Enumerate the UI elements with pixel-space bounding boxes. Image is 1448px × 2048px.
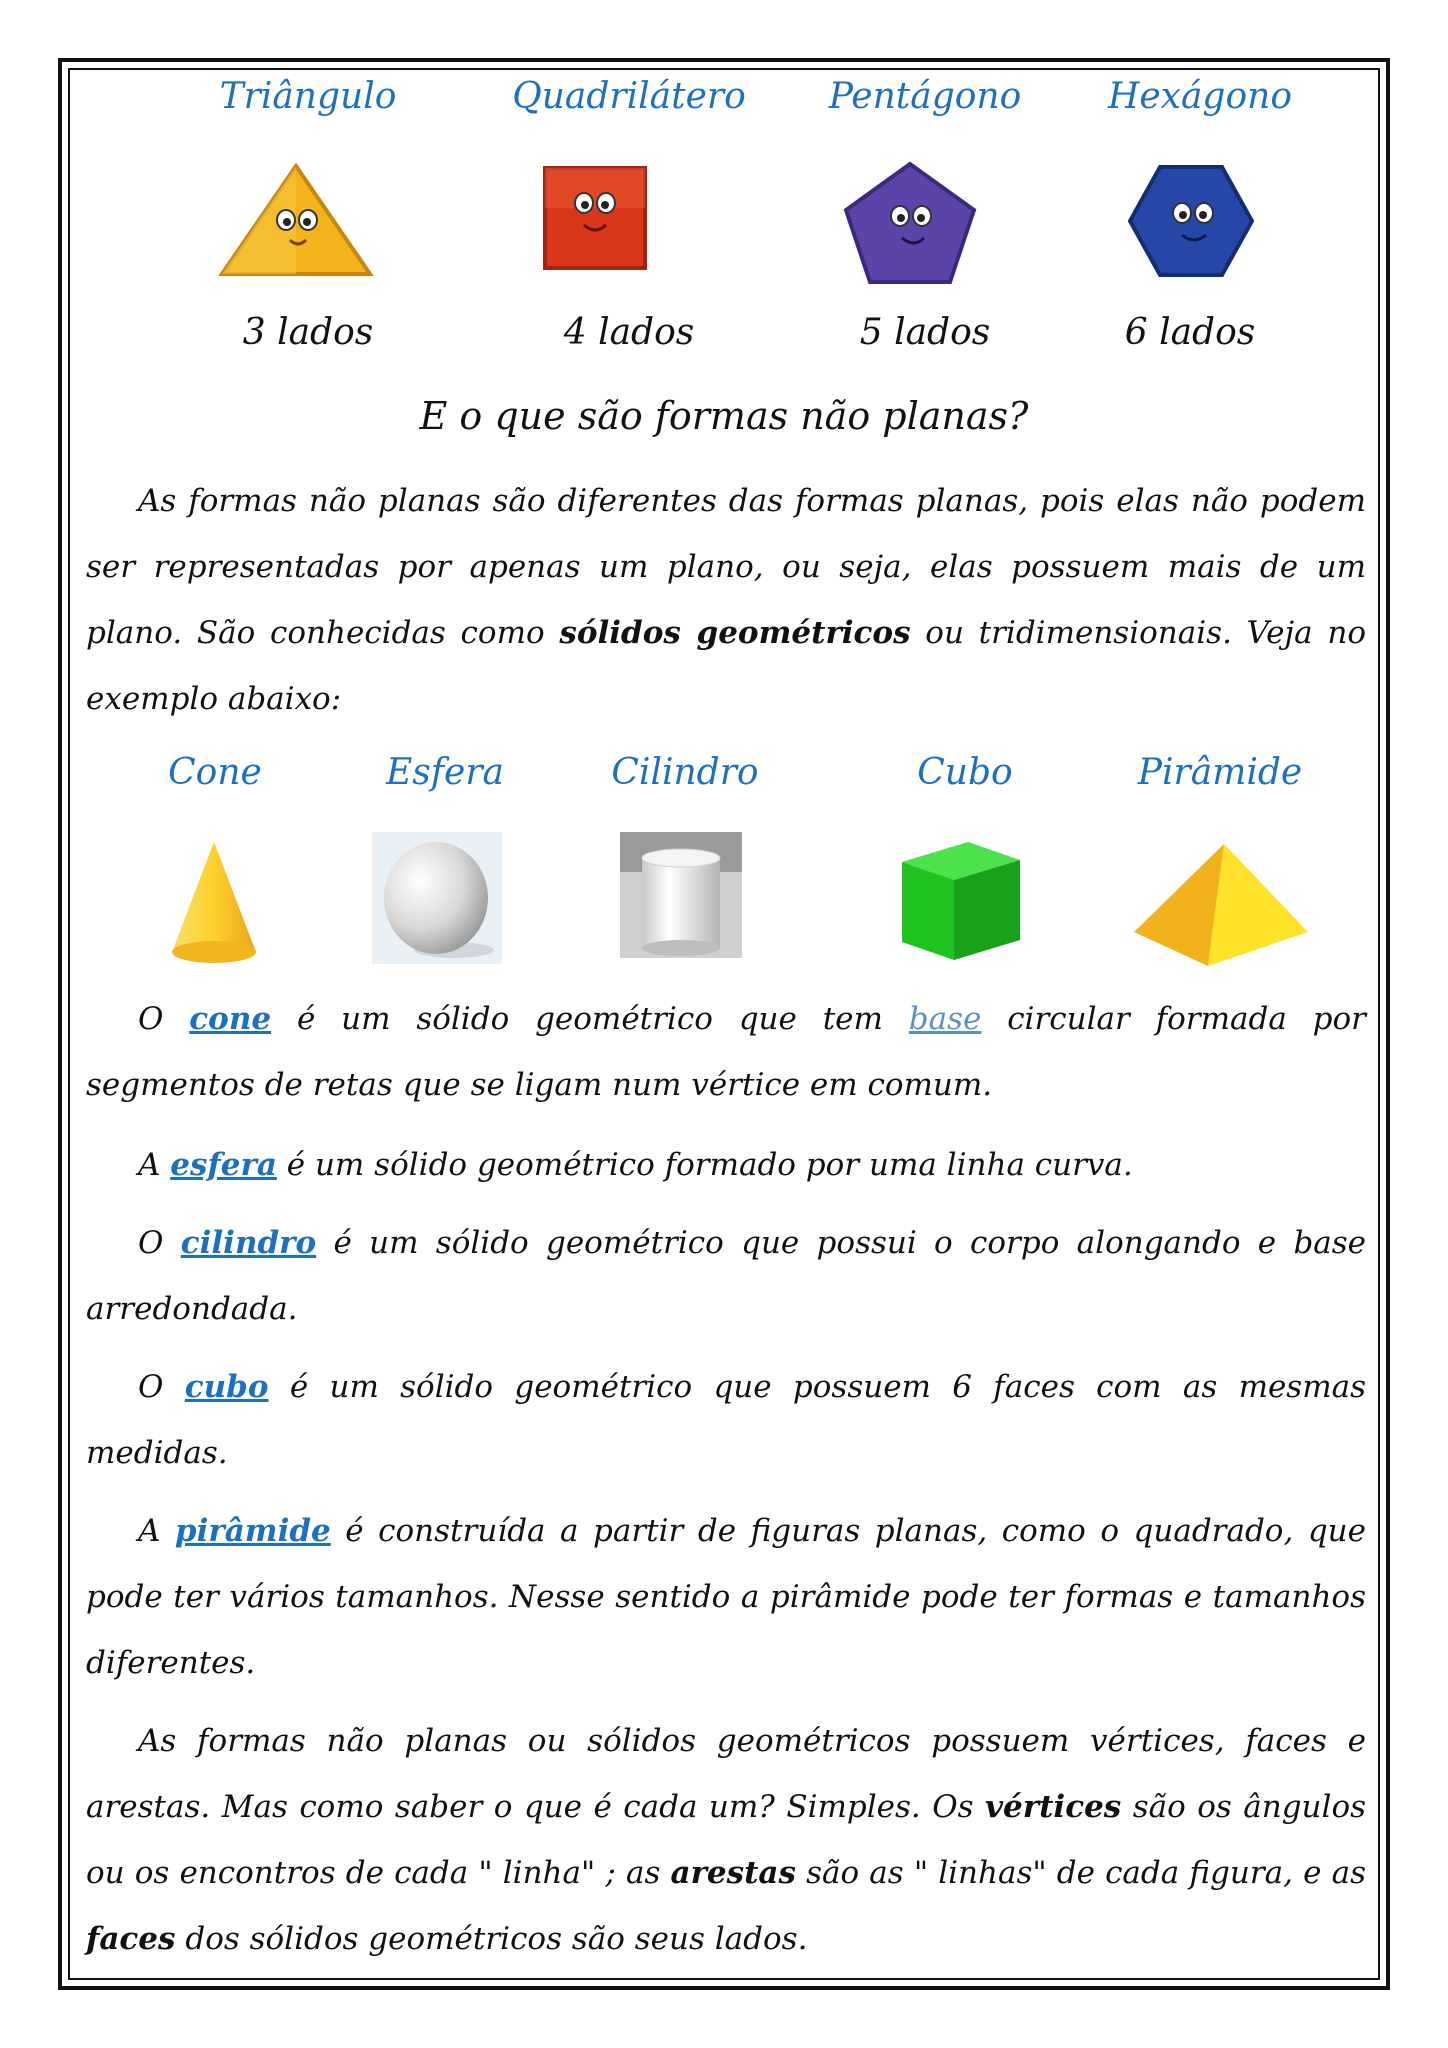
final-text-4: dos sólidos geométricos são seus lados.	[185, 1921, 808, 1957]
pyramid-post: é construída a partir de figuras planas, como o quadrado, que pode ter vários tamanhos. Nesse sentido a pirâmide pode ter formas e tamanhos diferentes.	[86, 1513, 1366, 1681]
cube-paragraph	[86, 1354, 1366, 1486]
question-heading: E o que são formas não planas?	[419, 394, 1029, 438]
cube-icon	[898, 838, 1024, 964]
solid-title-cube: Cubo	[917, 752, 1013, 793]
final-text-2: são os ângulos ou os encontros de cada " linha" ; as	[86, 1789, 1367, 1891]
final-text-1: As formas não planas ou sólidos geométricos possuem vértices, faces e arestas. Mas como saber o que é cada um? Simples. Os	[86, 1723, 1366, 1825]
triangle-icon	[216, 160, 376, 280]
cube-post: é um sólido geométrico que possuem 6 faces com as mesmas medidas.	[86, 1369, 1367, 1471]
vertices-keyword: vértices	[985, 1789, 1122, 1825]
sides-quadrilateral: 4 lados	[563, 312, 695, 353]
cone-keyword: cone	[189, 1001, 272, 1037]
intro-bold: sólidos geométricos	[559, 615, 911, 651]
intro-paragraph	[86, 468, 1366, 732]
cone-post: circular formada por segmentos de retas que se ligam num vértice em comum.	[86, 1001, 1366, 1103]
cylinder-paragraph	[86, 1210, 1366, 1342]
arestas-keyword: arestas	[670, 1855, 796, 1891]
pyramid-paragraph	[86, 1498, 1366, 1696]
solid-title-cone: Cone	[168, 752, 262, 793]
intro-text-1: As formas não planas são diferentes das formas planas, pois elas não podem ser representadas por apenas um plano, ou seja, elas possuem mais de um plano. São conhecidas como	[86, 483, 1366, 651]
square-icon	[540, 163, 650, 273]
sides-triangle: 3 lados	[242, 312, 374, 353]
sides-hexagon: 6 lados	[1124, 312, 1256, 353]
cone-icon	[164, 838, 264, 968]
pyramid-icon	[1128, 840, 1314, 970]
sides-pentagon: 5 lados	[859, 312, 991, 353]
final-text-3: são as " linhas" de cada figura, e as	[806, 1855, 1367, 1891]
cube-pre: O	[138, 1369, 164, 1405]
sphere-icon	[372, 832, 502, 964]
shape-title-triangle: Triângulo	[219, 76, 397, 117]
shape-title-pentagon: Pentágono	[828, 76, 1022, 117]
cylinder-pre: O	[138, 1225, 164, 1261]
base-keyword: base	[908, 1001, 982, 1037]
pyramid-keyword: pirâmide	[174, 1513, 331, 1549]
solid-title-sphere: Esfera	[385, 752, 505, 793]
cylinder-keyword: cilindro	[180, 1225, 317, 1261]
hexagon-icon	[1126, 163, 1256, 279]
sphere-paragraph	[86, 1132, 1366, 1198]
cone-pre: O	[138, 1001, 164, 1037]
cube-keyword: cubo	[184, 1369, 269, 1405]
final-paragraph	[86, 1708, 1366, 1972]
pentagon-icon	[840, 158, 980, 288]
solid-title-cylinder: Cilindro	[611, 752, 759, 793]
cylinder-post: é um sólido geométrico que possui o corpo alongando e base arredondada.	[86, 1225, 1367, 1327]
shape-title-hexagon: Hexágono	[1107, 76, 1293, 117]
cone-mid: é um sólido geométrico que tem	[296, 1001, 883, 1037]
pyramid-pre: A	[138, 1513, 161, 1549]
intro-text-2: ou tridimensionais. Veja no exemplo abaixo:	[86, 615, 1366, 717]
shape-title-quadrilateral: Quadrilátero	[512, 76, 746, 117]
solid-title-pyramid: Pirâmide	[1137, 752, 1303, 793]
faces-keyword: faces	[86, 1921, 176, 1957]
cylinder-icon	[620, 832, 742, 958]
cone-paragraph	[86, 986, 1366, 1118]
sphere-post: é um sólido geométrico formado por uma linha curva.	[286, 1147, 1133, 1183]
sphere-pre: A	[138, 1147, 161, 1183]
sphere-keyword: esfera	[170, 1147, 277, 1183]
